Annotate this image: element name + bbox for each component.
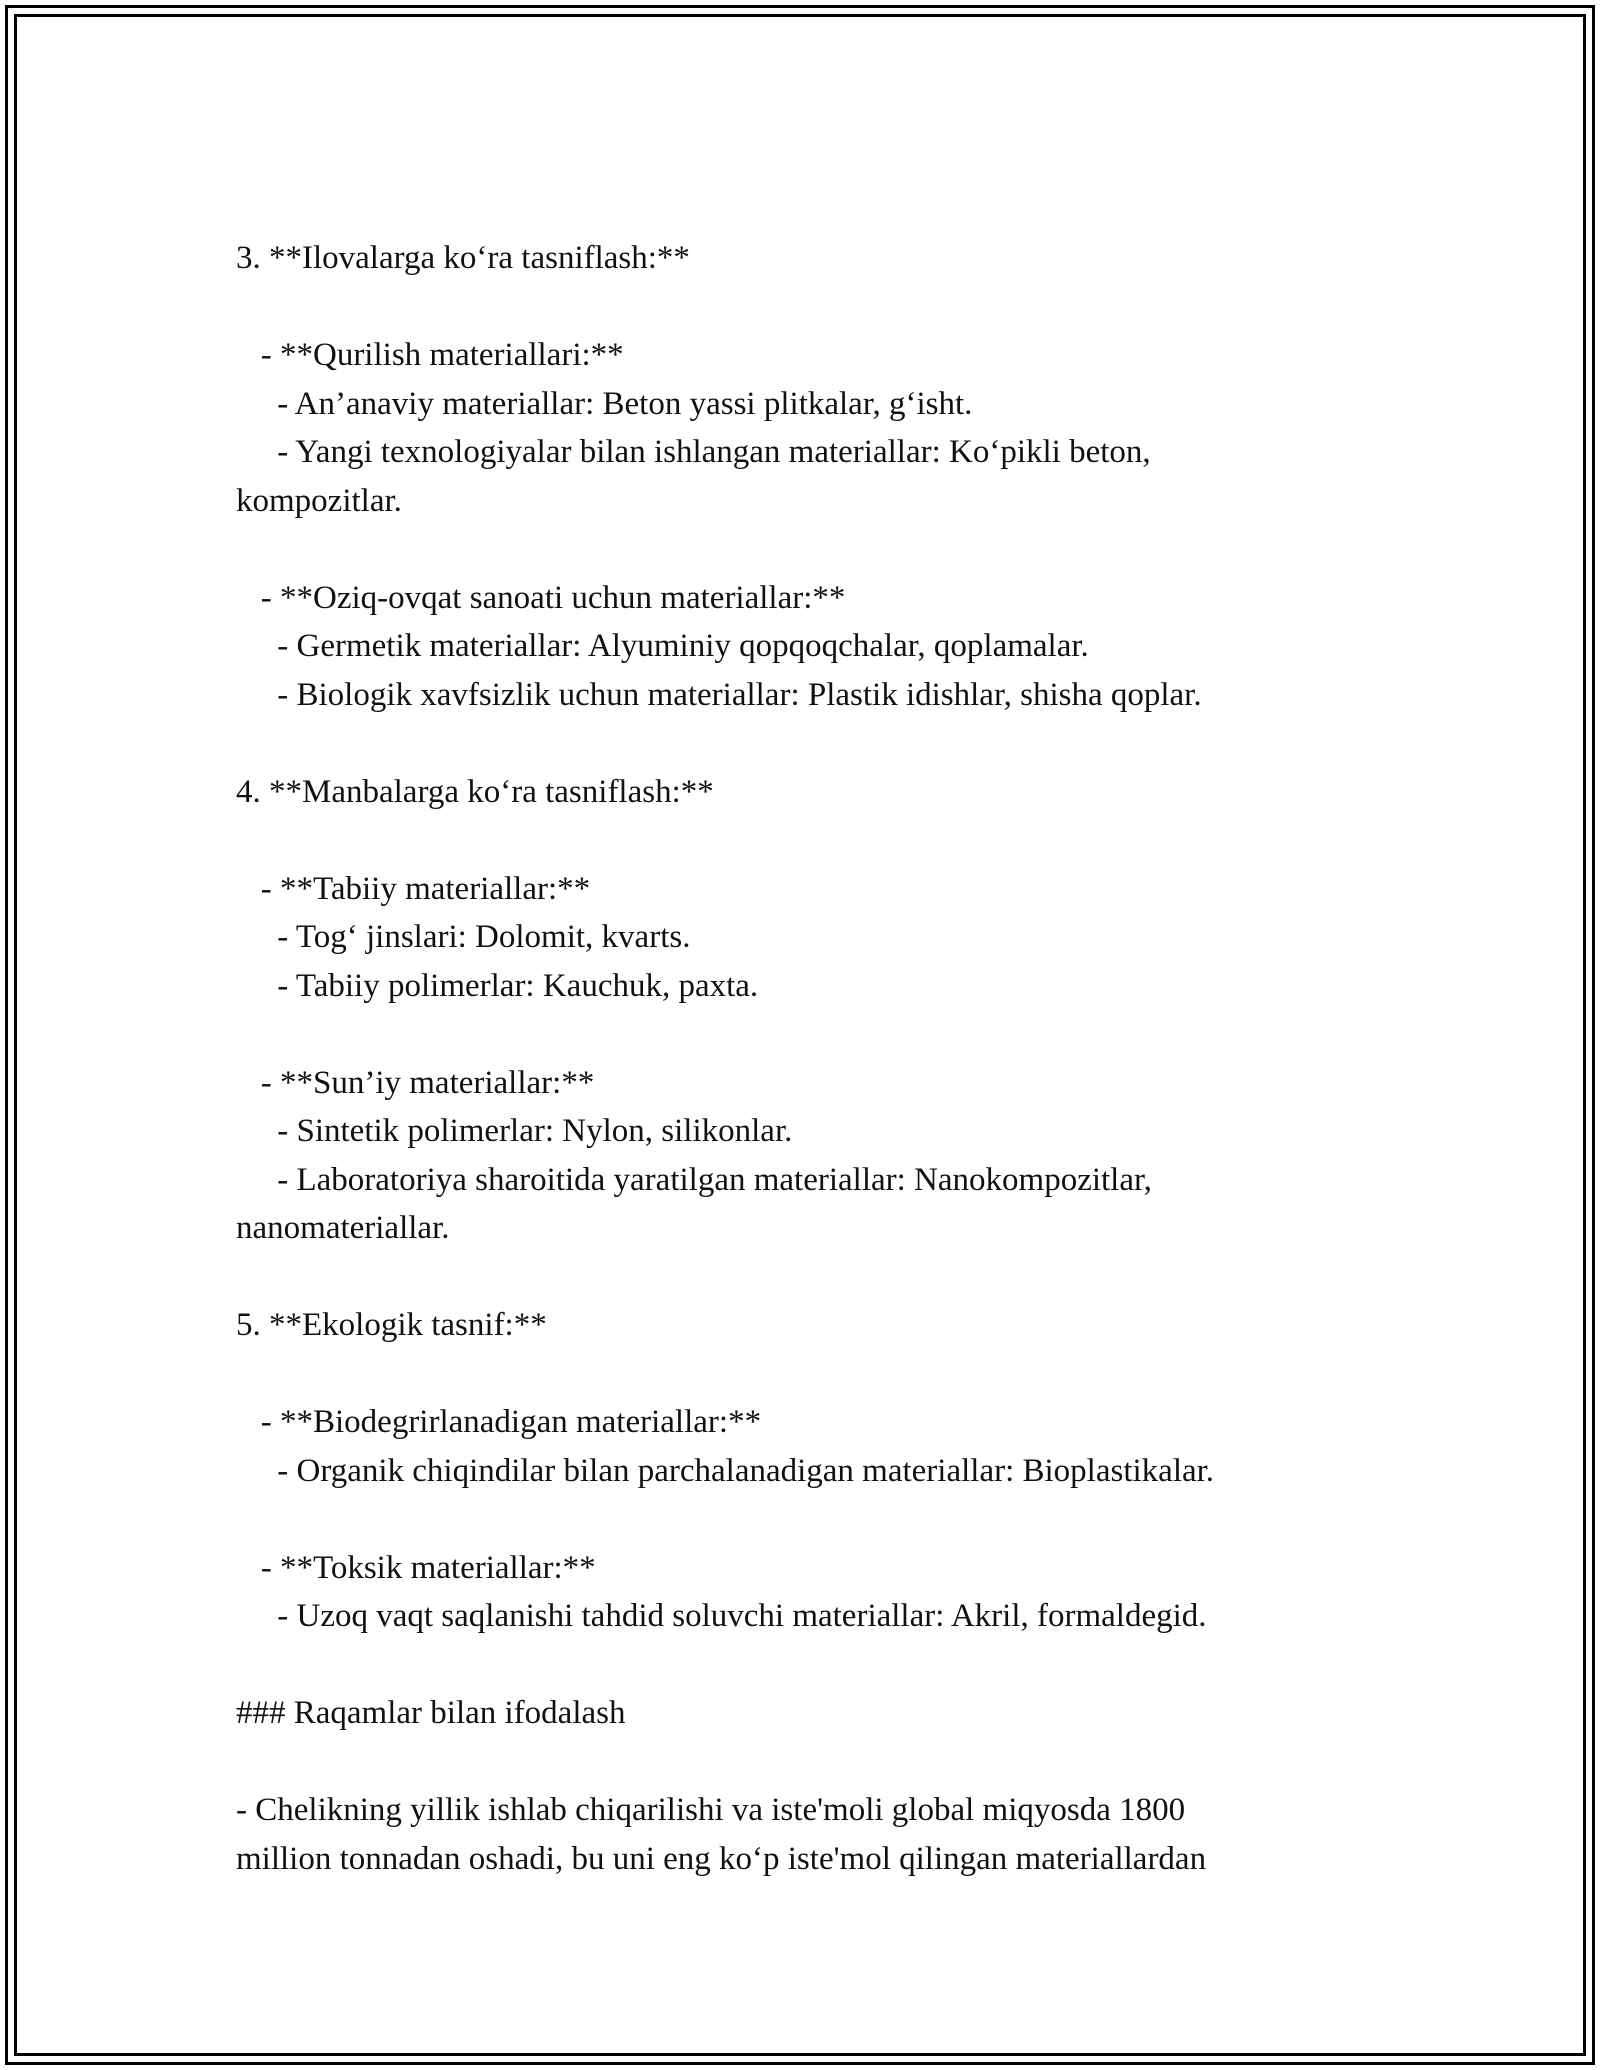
text-line: 5. **Ekologik tasnif:**	[236, 1307, 547, 1343]
document-body	[236, 234, 1386, 1883]
text-line: kompozitlar.	[236, 482, 402, 519]
text-line	[236, 1641, 1386, 1690]
text-line	[236, 816, 1386, 865]
text-line: - Chelikning yillik ishlab chiqarilishi va iste'moli global miqyosda 1800	[236, 1792, 1186, 1828]
text-line	[236, 1350, 1386, 1399]
text-line	[236, 525, 1386, 574]
text-line	[236, 1010, 1386, 1059]
text-line: - Tog‘ jinslari: Dolomit, kvarts.	[236, 919, 691, 955]
text-line: - Germetik materiallar: Alyuminiy qopqoqchalar, qoplamalar.	[236, 628, 1089, 664]
text-line: - Biologik xavfsizlik uchun materiallar: Plastik idishlar, shisha qoplar.	[236, 676, 1202, 713]
text-line: - **Qurilish materiallari:**	[236, 337, 624, 373]
text-line: - Organik chiqindilar bilan parchalanadigan materiallar: Bioplastikalar.	[236, 1452, 1215, 1489]
text-line: - Uzoq vaqt saqlanishi tahdid soluvchi materiallar: Akril, formaldegid.	[236, 1598, 1207, 1634]
text-line: - An’anaviy materiallar: Beton yassi plitkalar, g‘isht.	[236, 385, 973, 422]
text-line: - **Tabiiy materiallar:**	[236, 870, 591, 907]
text-line: - **Oziq-ovqat sanoati uchun materiallar:**	[236, 579, 846, 616]
text-line: nanomateriallar.	[236, 1210, 450, 1246]
text-line	[236, 283, 1386, 332]
text-line: ### Raqamlar bilan ifodalash	[236, 1695, 626, 1731]
text-line: - **Toksik materiallar:**	[236, 1549, 596, 1586]
text-line: - **Sun’iy materiallar:**	[236, 1064, 595, 1101]
text-line	[236, 719, 1386, 768]
text-line	[236, 1738, 1386, 1787]
text-line: - Yangi texnologiyalar bilan ishlangan materiallar: Ko‘pikli beton,	[236, 434, 1151, 470]
text-line: - Tabiiy polimerlar: Kauchuk, paxta.	[236, 967, 759, 1004]
text-line: 4. **Manbalarga ko‘ra tasniflash:**	[236, 773, 714, 810]
text-line: million tonnadan oshadi, bu uni eng ko‘p iste'mol qilingan materiallardan	[236, 1840, 1207, 1877]
text-line: - Laboratoriya sharoitida yaratilgan materiallar: Nanokompozitlar,	[236, 1161, 1152, 1198]
text-line: - Sintetik polimerlar: Nylon, silikonlar.	[236, 1113, 793, 1149]
text-line: 3. **Ilovalarga ko‘ra tasniflash:**	[236, 240, 690, 276]
text-line: - **Biodegrirlanadigan materiallar:**	[236, 1404, 762, 1440]
text-line	[236, 1495, 1386, 1544]
text-line	[236, 1253, 1386, 1302]
